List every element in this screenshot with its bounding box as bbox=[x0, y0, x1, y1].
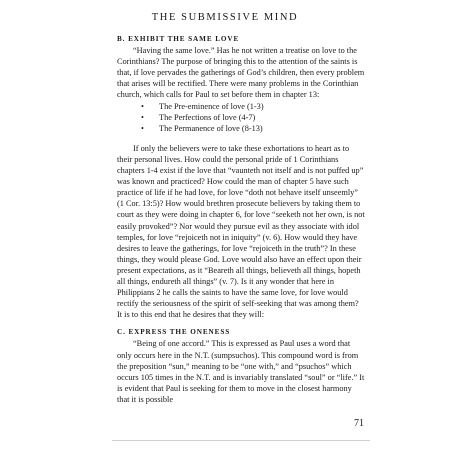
paragraph-c-1: “Being of one accord.” This is expressed as Paul uses a word that only occurs here in the N.T. (sumpsuchos). This compound word is from the preposition “sun,” meaning to be “one with,” and “psuchos” which occurs 105 times in the N.T. and is invariably translated “soul” or “life.” It is evident that Paul is seeking for them to move in the closest harmony that it is possible bbox=[117, 339, 365, 404]
paragraph-b-2: If only the believers were to take these exhortations to heart as to their personal lives. How could the personal pride of 1 Corinthians chapters 1-4 exist if the love that “vaunteth not itself and is not puffed up” was known and practiced? How could the man of chapter 5 have such practice of life if he had love, for love “doth not behave itself unseemly” (1 Cor. 13:5)? How would brethren prosecute believers by taking them to court as they were doing in chapter 6, for love “seeketh not her own, is not easily provoked”? Nor would they pursue evil as they associate with idol temples, for love “rejoiceth not in iniquity” (v. 6). How would they have desires to leave the gatherings, for love “rejoiceth in the truth”? In these things, they would please God. Love would also have an effect upon their present expectations, as it “Beareth all things, believeth all things, hopeth all things, endureth all things” (v. 7). Is it any wonder that here in Philippians 2 he calls the saints to have the same love, for love would rectify the seriousness of the spirit of self-seeking that was among them? It is to this end that he desires that they will: bbox=[117, 143, 365, 320]
list-item: • The Perfections of love (4-7) bbox=[141, 112, 365, 123]
list-item: • The Pre-eminence of love (1-3) bbox=[141, 101, 365, 112]
bullet-list bbox=[117, 101, 365, 134]
footer-rule bbox=[112, 440, 370, 441]
running-head: THE SUBMISSIVE MIND bbox=[151, 12, 299, 23]
list-item: • The Permanence of love (8-13) bbox=[141, 123, 365, 134]
paragraph-b-1: “Having the same love.” Has he not written a treatise on love to the Corinthians? The purpose of bringing this to the attention of the saints is that, if love pervades the gatherings of God’s children, then every problem that arises will be rectified. There were many problems in the Corinthian church, which calls for Paul to set before them in chapter 13: bbox=[117, 46, 365, 100]
page-number: 71 bbox=[354, 418, 364, 429]
page-body bbox=[117, 34, 365, 405]
section-heading-c: C. EXPRESS THE ONENESS bbox=[117, 328, 231, 337]
section-heading-b: B. EXHIBIT THE SAME LOVE bbox=[117, 35, 240, 43]
